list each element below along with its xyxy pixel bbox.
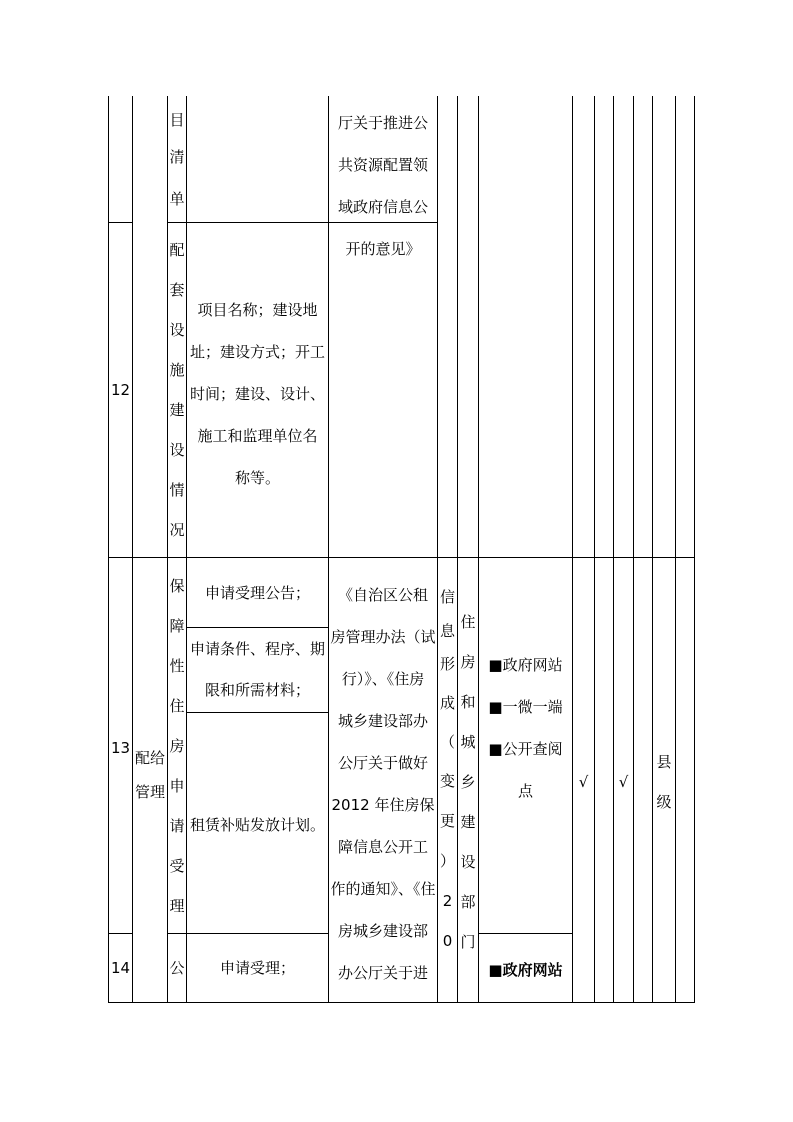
row13-number: 13: [110, 739, 131, 757]
row14-number: 14: [110, 959, 131, 977]
row11-category: 目 清 单: [169, 111, 185, 208]
row12-content: 项目名称；建设地 址；建设方式；开工 时间；建设、设计、 施工和监理单位名 称等。: [189, 301, 325, 487]
row13-content-item-1: 申请受理公告；: [204, 584, 310, 602]
col-line-extra: [675, 96, 676, 1003]
row-divider-12-13: [108, 557, 695, 558]
row14-channel: ■政府网站: [488, 961, 563, 979]
table-bottom-border: [108, 1002, 695, 1003]
col-line-channel: [572, 96, 573, 1003]
row13-timing: 信 息 形 成 （ 变 更 ） 2 0: [439, 588, 455, 950]
row13-legal-basis: 《自治区公租 房管理办法（试 行）》、《住房 城乡建设部办 公厅关于做好 2012 年住房保 障信息公开工 作的通知》、《住 房城乡建设部 办公厅关于进: [330, 586, 436, 982]
row13-channels: ■政府网站 ■一微一端 ■公开查阅 点: [488, 656, 563, 800]
content-divider-2: [186, 712, 328, 713]
row14-category: 公: [169, 959, 185, 977]
row13-check-b: √: [618, 773, 629, 791]
row13-check-a: √: [578, 773, 589, 791]
content-divider-1: [186, 627, 328, 628]
row13-task: 配给 管理: [134, 749, 165, 801]
col-line-check-a: [594, 96, 595, 1003]
col-line-category: [186, 96, 187, 1003]
row13-subject: 住 房 和 城 乡 建 设 部 门: [460, 613, 476, 951]
row12-category: 配 套 设 施 建 设 情 况: [169, 241, 185, 539]
col-line-subject: [478, 96, 479, 1003]
row13-content-item-2b: 限和所需材料；: [204, 681, 310, 699]
row13-category: 保 障 性 住 房 申 请 受 理: [169, 577, 185, 915]
col-line-check-b: [613, 96, 614, 1003]
row-divider-13-14-channel: [478, 933, 572, 934]
col-line-num: [132, 96, 133, 1003]
row13-content-item-3: 租赁补贴发放计划。: [189, 816, 325, 834]
table-left-border: [108, 96, 109, 1003]
row-divider-13-14-content: [167, 933, 328, 934]
row11-legal-basis: 厅关于推进公 共资源配置领 域政府信息公 开的意见》: [337, 114, 428, 258]
row14-content: 申请受理；: [219, 959, 295, 977]
table-right-border: [694, 96, 695, 1003]
row-divider-11-12: [108, 222, 133, 223]
row-divider-13-14-num: [108, 933, 133, 934]
row12-number: 12: [110, 381, 131, 399]
row13-content-item-2a: 申请条件、程序、期: [189, 640, 325, 658]
col-line-check-c: [633, 96, 634, 1003]
col-line-level: [652, 96, 653, 1003]
row13-level: 县 级: [656, 753, 672, 811]
